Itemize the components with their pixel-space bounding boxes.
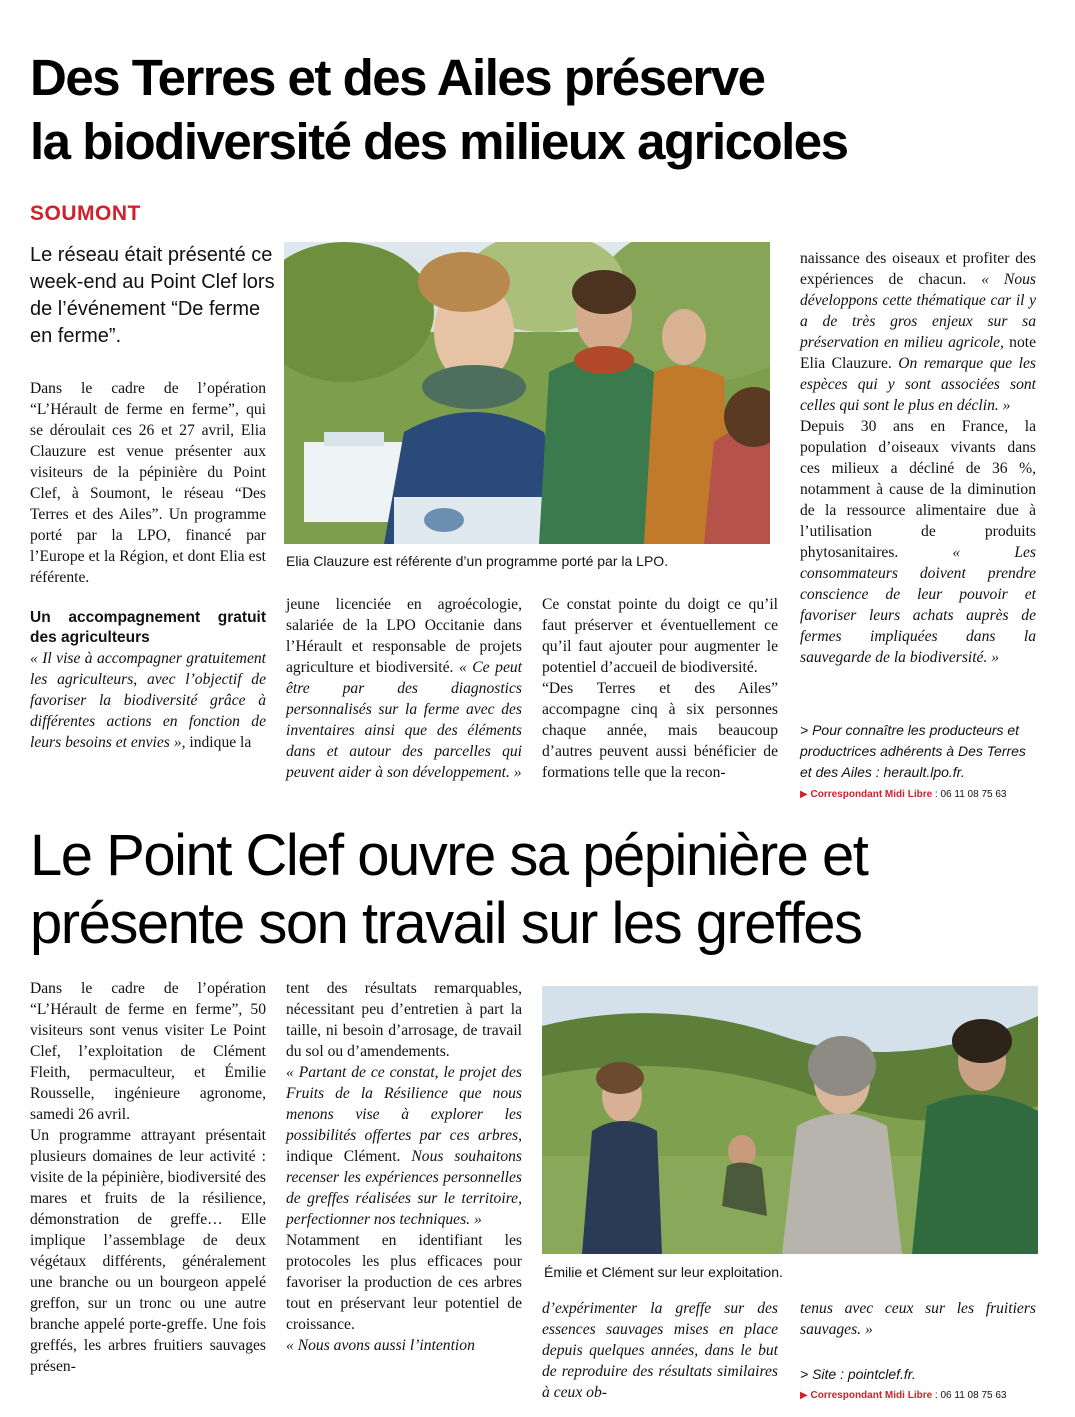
article2-headline-line2: présente son travail sur les greffes xyxy=(30,891,862,956)
article1-col4-text: naissance des oiseaux et profiter des expériences de chacun. xyxy=(800,250,1036,288)
article1-column-4 xyxy=(800,248,1036,668)
article1-column-1 xyxy=(30,378,266,753)
article1-column-2 xyxy=(286,594,522,783)
article1-headline xyxy=(30,46,1070,174)
article1-col3-paragraph-2: “Des Terres et des Ailes” accompagne cinq à six personnes chaque année, mais beaucoup d’autres peuvent aussi bénéficier de formations telle que la recon- xyxy=(542,680,778,781)
locality-label: SOUMONT xyxy=(30,202,141,225)
article1-col3-paragraph-1: Ce constat pointe du doigt ce qu’il faut préserver et éventuellement ce qu’il faut ajouter pour augmenter le potentiel d’accueil de biodiversité. xyxy=(542,596,778,676)
article2-col4-quote: tenus avec ceux sur les fruitiers sauvages. » xyxy=(800,1300,1036,1338)
article1-col4-quote-3: « Les consommateurs doivent prendre conscience de leur pouvoir et favoriser leurs achats auprès de fermes impliquées dans la sauvegarde de la biodiversité. » xyxy=(800,544,1036,666)
article1-website-note: > Pour connaître les producteurs et productrices adhérents à Des Terres et des Ailes : herault.lpo.fr. xyxy=(800,722,1026,780)
article1-headline-line2: la biodiversité des milieux agricoles xyxy=(30,113,848,170)
article1-col2-text: jeune licenciée en agroécologie, salariée de la LPO Occitanie dans l’Hérault et responsable de projets agriculture et biodiversité. xyxy=(286,596,522,676)
article1-headline-line1: Des Terres et des Ailes préserve xyxy=(30,49,765,106)
triangle-icon: ▶ xyxy=(800,1390,808,1401)
article2-column-1 xyxy=(30,978,266,1377)
article2-headline xyxy=(30,822,1070,958)
article2-column-4 xyxy=(800,1298,1036,1340)
article2-website-note: > Site : pointclef.fr. xyxy=(800,1366,916,1382)
article2-col2-text-1: tent des résultats remarquables, nécessitant peu d’entretien à part la taille, ni besoin d’arrosage, de travail du sol ou d’amendements. xyxy=(286,980,522,1060)
article2-photo xyxy=(542,986,1038,1254)
article2-photo-caption: Émilie et Clément sur leur exploitation. xyxy=(544,1264,783,1280)
article1-photo-caption: Elia Clauzure est référente d’un programme porté par la LPO. xyxy=(286,553,669,569)
article1-chapo: Le réseau était présenté ce week-end au Point Clef lors de l’événement “De ferme en ferme”. xyxy=(30,244,275,347)
correspondent-label: Correspondant Midi Libre xyxy=(810,1390,933,1401)
article1-col1-quote: « Il vise à accompagner gratuitement les agriculteurs, avec l’objectif de favoriser la biodiversité grâce à différentes actions en fonction de leurs besoins et envies », xyxy=(30,650,266,751)
article2-col1-paragraph-2: Un programme attrayant présentait plusieurs domaines de leur activité : visite de la pépinière, biodiversité des mares et fruits de la résilience, démonstration de greffe… Elle implique l’assemblage de deux végétaux différents, généralement une branche ou un bourgeon appelé greffon, sur un tronc ou une autre branche appelé porte-greffe. Une fois greffés, les arbres fruitiers sauvages présen- xyxy=(30,1127,266,1375)
article1-col4-quote-1: « Nous développons cette thématique car il y a de très gros enjeux sur sa préservation en milieu agricole, xyxy=(800,271,1036,351)
article1-column-3 xyxy=(542,594,778,783)
article2-col1-paragraph-1: Dans le cadre de l’opération “L’Hérault de ferme en ferme”, 50 visiteurs sont venus visiter Le Point Clef, l’exploitation de Clément Fleith, permaculteur, et Émilie Rousselle, ingénieure agronome, samedi 26 avril. xyxy=(30,980,266,1123)
article2-headline-line1: Le Point Clef ouvre sa pépinière et xyxy=(30,823,868,888)
article1-col1-paragraph: Dans le cadre de l’opération “L’Hérault de ferme en ferme”, qui se déroulait ces 26 et 27 avril, Elia Clauzure est venue présenter aux visiteurs de la pépinière du Point Clef, à Soumont, le réseau “Des Terres et des Ailes”. Un programme porté par la LPO, financé par l’Europe et la Région, et dont Elia est référente. xyxy=(30,380,266,586)
article2-column-3 xyxy=(542,1298,778,1403)
article1-col4-mid: note Elia Clauzure. xyxy=(800,334,1037,372)
article2-col2-text-2: Notamment en identifiant les protocoles les plus efficaces pour favoriser la production de ces arbres tout en préservant leur potentiel de croissance. xyxy=(286,1232,522,1333)
triangle-icon: ▶ xyxy=(800,789,808,800)
article2-col2-quote-3: « Nous avons aussi l’intention xyxy=(286,1337,475,1354)
article1-photo-illustration xyxy=(284,242,770,544)
article2-col2-quote-2: Nous souhaitons recenser les expériences personnelles de greffes réalisées sur le territoire, perfectionner nos techniques. » xyxy=(286,1148,522,1228)
correspondent-label: Correspondant Midi Libre xyxy=(810,789,933,800)
article2-col2-quote-1: « Partant de ce constat, le projet des Fruits de la Résilience que nous menons vise à explorer les possibilités offertes par ces arbres, xyxy=(286,1064,522,1144)
article1-col2-quote: « Ce peut être par des diagnostics personnalisés sur la ferme avec des inventaires ainsi que des éléments dans et autour des parcelles qui peuvent aider à son développement. » xyxy=(286,659,522,781)
article1-col4-quote-2: On remarque que les espèces qui y sont associées sont celles qui sont le plus en déclin. » xyxy=(800,355,1036,414)
article2-col2-mid: indique Clément. xyxy=(286,1148,412,1165)
article1-correspondent xyxy=(800,789,1060,800)
article1-photo xyxy=(284,242,770,544)
article1-subheading: Un accompagnement gratuit des agriculteurs xyxy=(30,609,266,646)
correspondent-phone: : 06 11 08 75 63 xyxy=(932,1390,1007,1401)
article2-correspondent xyxy=(800,1390,1060,1401)
article1-col1-end: indique la xyxy=(185,734,252,751)
article2-photo-illustration xyxy=(542,986,1038,1254)
correspondent-phone: : 06 11 08 75 63 xyxy=(932,789,1007,800)
article2-col3-quote: d’expérimenter la greffe sur des essences sauvages mises en place depuis quelques années, dans le but de reproduire des résultats similaires à ceux ob- xyxy=(542,1300,778,1401)
article2-column-2 xyxy=(286,978,522,1356)
article1-col4-text-2: Depuis 30 ans en France, la population d’oiseaux vivants dans ces milieux a décliné de 36 %, notamment à cause de la diminution de la ressource alimentaire due à l’utilisation de produits phytosanitaires. xyxy=(800,418,1036,561)
